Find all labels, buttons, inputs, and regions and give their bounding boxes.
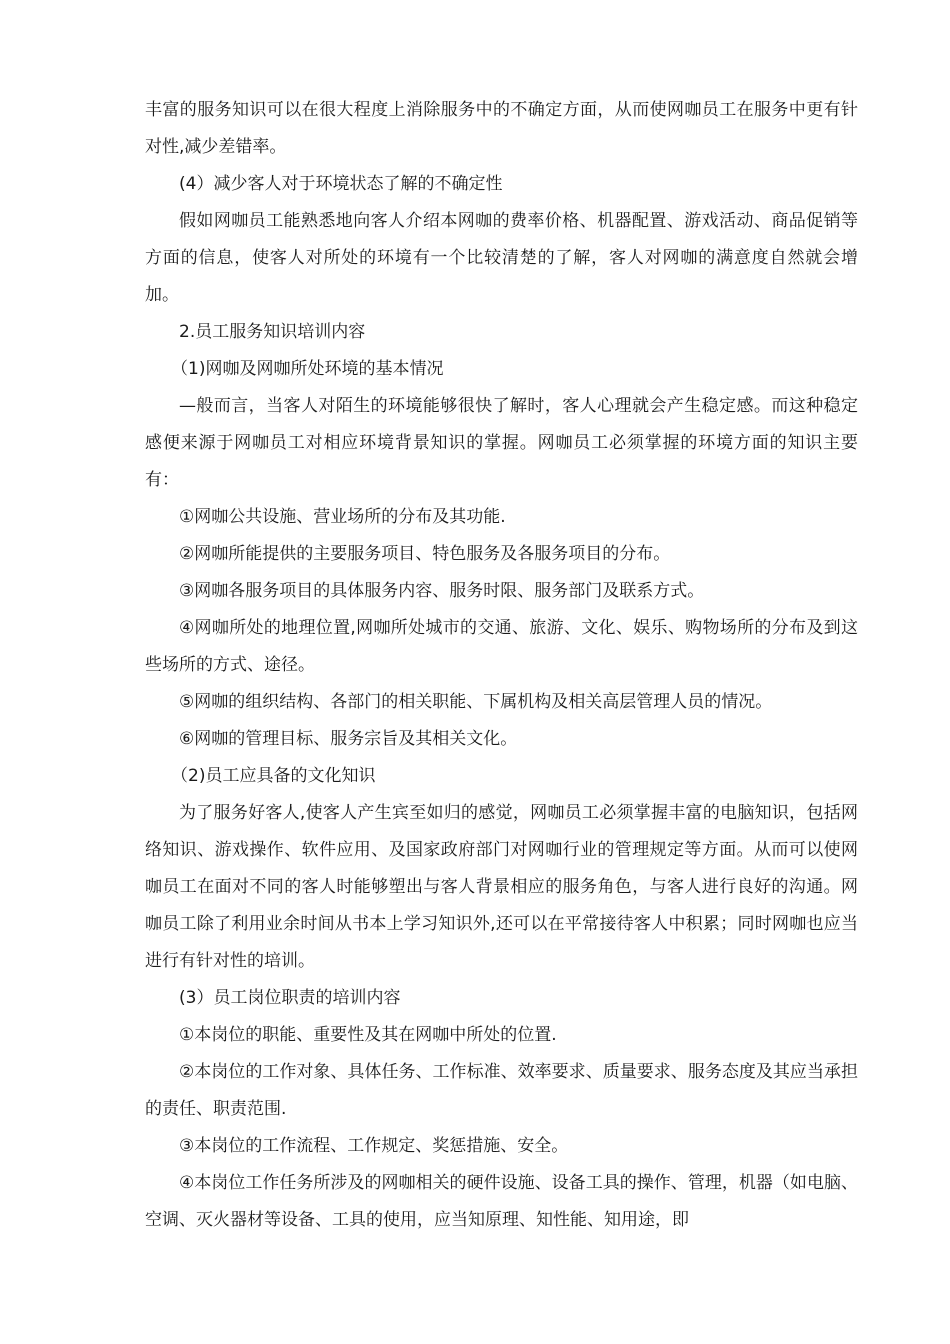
list-item-service-details: ③网咖各服务项目的具体服务内容、服务时限、服务部门及联系方式。	[179, 581, 705, 601]
document-body	[145, 92, 858, 1239]
list-item-management-goals: ⑥网咖的管理目标、服务宗旨及其相关文化。	[179, 729, 518, 749]
paragraph-computer-knowledge: 为了服务好客人,使客人产生宾至如归的感觉，网咖员工必须掌握丰富的电脑知识，包括网络知识、游戏操作、软件应用、及国家政府部门对网咖行业的管理规定等方面。从而可以使网咖员工在面对不同的客人时能够塑出与客人背景相应的服务角色，与客人进行良好的沟通。网咖员工除了利用业余时间从书本上学习知识外,还可以在平常接待客人中积累；同时网咖也应当进行有针对性的培训。	[145, 803, 858, 971]
list-item-work-objects: ②本岗位的工作对象、具体任务、工作标准、效率要求、质量要求、服务态度及其应当承担的责任、职责范围.	[145, 1062, 858, 1119]
list-item-geographic-location: ④网咖所处的地理位置,网咖所处城市的交通、旅游、文化、娱乐、购物场所的分布及到这些场所的方式、途径。	[145, 618, 858, 675]
heading-reduce-environment-uncertainty: (4）减少客人对于环境状态了解的不确定性	[179, 174, 503, 194]
heading-cafe-environment-basics: （1)网咖及网咖所处环境的基本情况	[171, 359, 444, 379]
heading-cultural-knowledge: （2)员工应具备的文化知识	[171, 766, 376, 786]
heading-job-duty-training: (3）员工岗位职责的培训内容	[179, 988, 401, 1008]
list-item-organization-structure: ⑤网咖的组织结构、各部门的相关职能、下属机构及相关高层管理人员的情况。	[179, 692, 773, 712]
paragraph-introduce-cafe-info: 假如网咖员工能熟悉地向客人介绍本网咖的费率价格、机器配置、游戏活动、商品促销等方面的信息，使客人对所处的环境有一个比较清楚的了解，客人对网咖的满意度自然就会增加。	[145, 211, 858, 305]
paragraph-stability-feeling: —般而言，当客人对陌生的环境能够很快了解时，客人心理就会产生稳定感。而这种稳定感便来源于网咖员工对相应环境背景知识的掌握。网咖员工必须掌握的环境方面的知识主要有：	[145, 396, 858, 490]
list-item-work-process: ③本岗位的工作流程、工作规定、奖惩措施、安全。	[179, 1136, 569, 1156]
list-item-position-function: ①本岗位的职能、重要性及其在网咖中所处的位置.	[179, 1025, 557, 1045]
list-item-hardware-operation: ④本岗位工作任务所涉及的网咖相关的硬件设施、设备工具的操作、管理，机器（如电脑、空调、灭火器材等设备、工具的使用，应当知原理、知性能、知用途，即	[145, 1173, 858, 1230]
paragraph-service-knowledge-benefit: 丰富的服务知识可以在很大程度上消除服务中的不确定方面，从而使网咖员工在服务中更有针对性,减少差错率。	[145, 100, 858, 157]
heading-service-knowledge-training: 2.员工服务知识培训内容	[179, 322, 366, 342]
list-item-main-services: ②网咖所能提供的主要服务项目、特色服务及各服务项目的分布。	[179, 544, 671, 564]
list-item-public-facilities: ①网咖公共设施、营业场所的分布及其功能.	[179, 507, 506, 527]
